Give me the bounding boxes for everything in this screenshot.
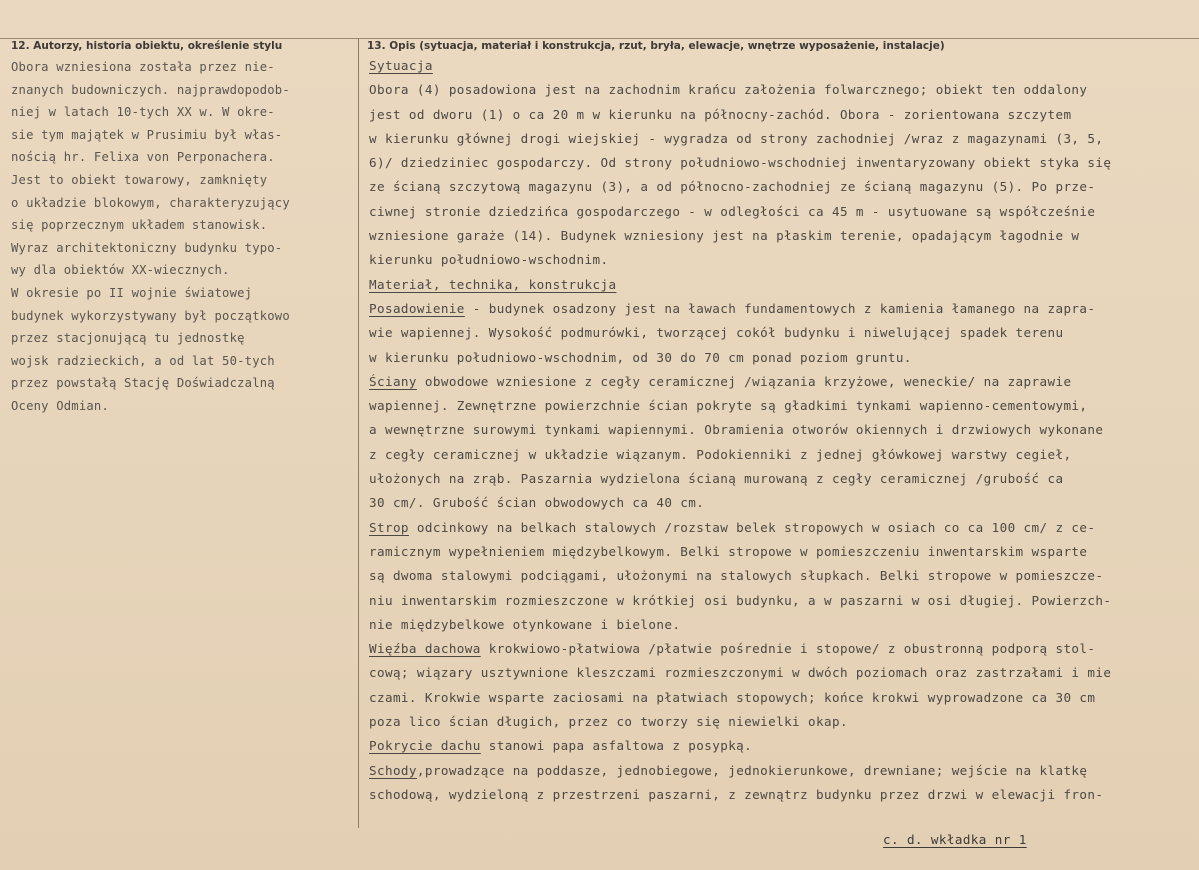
body-text: wzniesione garaże (14). Budynek wzniesiony jest na płaskim terenie, opadającym łagodnie w xyxy=(369,228,1080,244)
history-line: przez stacjonującą tu jednostkę xyxy=(11,331,245,346)
description-line xyxy=(369,564,1191,588)
history-line: się poprzecznym układem stanowisk. xyxy=(11,218,268,233)
history-line: wojsk radzieckich, a od lat 50-tych xyxy=(11,353,275,368)
body-text: obwodowe wzniesione z cegły ceramicznej /wiązania krzyżowe, weneckie/ na zaprawie xyxy=(416,373,1072,389)
body-text: kierunku południowo-wschodnim. xyxy=(369,252,609,268)
description-line xyxy=(369,540,1191,564)
body-text: są dwoma stalowymi podciągami, ułożonymi na stalowych słupkach. Belki stropowe w pomieszcze- xyxy=(369,568,1104,584)
description-line xyxy=(369,54,1191,78)
history-line: nością hr. Felixa von Perponachera. xyxy=(11,150,275,165)
section-heading: Więźba dachowa xyxy=(369,641,481,657)
description-line xyxy=(369,103,1191,127)
body-text: ramicznym wypełnieniem międzybelkowym. Belki stropowe w pomieszczeniu inwentarskim wsparte xyxy=(369,543,1088,559)
description-line xyxy=(369,686,1191,710)
description-line xyxy=(369,370,1191,394)
history-line: przez powstałą Stację Doświadczalną xyxy=(11,376,275,391)
section-heading: Schody xyxy=(369,762,417,778)
body-text: wie wapiennej. Wysokość podmurówki, tworzącej cokół budynku i niwelującej spadek terenu xyxy=(369,325,1064,341)
body-text: 30 cm/. Grubość ścian obwodowych ca 40 cm. xyxy=(369,495,705,511)
history-line: Oceny Odmian. xyxy=(11,398,109,413)
description-line xyxy=(369,151,1191,175)
description-line xyxy=(369,710,1191,734)
history-line: o układzie blokowym, charakteryzujący xyxy=(11,195,290,210)
history-line: niej w latach 10-tych XX w. W okre- xyxy=(11,105,275,120)
body-text: niu inwentarskim rozmieszczone w krótkiej osi budynku, a w paszarni w osi długiej. Powierzch- xyxy=(369,592,1112,608)
description-line xyxy=(369,297,1191,321)
description-text xyxy=(369,54,1191,807)
body-text: czami. Krokwie wsparte zaciosami na płatwiach stopowych; końce krokwi wyprowadzone ca 30 cm xyxy=(369,689,1096,705)
history-line: znanych budowniczych. najprawdopodob- xyxy=(11,82,290,97)
column-divider xyxy=(358,38,359,828)
history-line: Wyraz architektoniczny budynku typo- xyxy=(11,240,283,255)
description-line xyxy=(369,273,1191,297)
description-line xyxy=(369,734,1191,758)
description-line xyxy=(369,127,1191,151)
body-text: ,prowadzące na poddasze, jednobiegowe, jednokierunkowe, drewniane; wejście na klatkę xyxy=(416,762,1088,778)
right-column-header: 13. Opis (sytuacja, materiał i konstrukcja, rzut, bryła, elewacje, wnętrze wyposażenie, instalacje) xyxy=(367,40,945,52)
continuation-note: c. d. wkładka nr 1 xyxy=(883,832,1027,847)
body-text: a wewnętrzne surowymi tynkami wapiennymi. Obramienia otworów okiennych i drzwiowych wykonane xyxy=(369,422,1104,438)
body-text: - budynek osadzony jest na ławach fundamentowych z kamienia łamanego na zapra- xyxy=(464,300,1096,316)
description-line xyxy=(369,248,1191,272)
history-line: budynek wykorzystywany był początkowo xyxy=(11,308,290,323)
description-line xyxy=(369,443,1191,467)
description-line xyxy=(369,759,1191,783)
description-line xyxy=(369,175,1191,199)
body-text: poza lico ścian długich, przez co tworzy się niewielki okap. xyxy=(369,714,848,730)
body-text: ze ścianą szczytową magazynu (3), a od północno-zachodniej ze ścianą magazynu (5). Po prze- xyxy=(369,179,1096,195)
body-text: 6)/ dziedziniec gospodarczy. Od strony południowo-wschodniej inwentaryzowany obiekt styka się xyxy=(369,155,1112,171)
body-text: cową; wiązary usztywnione kleszczami rozmieszczonymi w dwóch poziomach oraz zastrzałami i mie xyxy=(369,665,1112,681)
section-heading: Ściany xyxy=(369,373,417,389)
description-line xyxy=(369,783,1191,807)
section-heading: Strop xyxy=(369,519,409,535)
history-line: Obora wzniesiona została przez nie- xyxy=(11,60,275,74)
history-line: sie tym majątek w Prusimiu był włas- xyxy=(11,127,283,142)
body-text: z cegły ceramicznej w układzie wiązanym. Podokienniki z jednej główkowej warstwy cegieł, xyxy=(369,446,1072,462)
header-rule xyxy=(0,38,1199,39)
description-line xyxy=(369,224,1191,248)
description-line xyxy=(369,613,1191,637)
section-heading: Posadowienie xyxy=(369,300,465,316)
description-line xyxy=(369,78,1191,102)
body-text: ułożonych na zrąb. Paszarnia wydzielona ścianą murowaną z cegły ceramicznej /grubość ca xyxy=(369,471,1064,487)
description-line xyxy=(369,418,1191,442)
body-text: w kierunku południowo-wschodnim, od 30 do 70 cm ponad poziom gruntu. xyxy=(369,349,912,365)
description-line xyxy=(369,321,1191,345)
description-line xyxy=(369,346,1191,370)
body-text: w kierunku głównej drogi wiejskiej - wygradza od strony zachodniej /wraz z magazynami (3, 5, xyxy=(369,130,1104,146)
section-heading: Pokrycie dachu xyxy=(369,738,481,754)
body-text: nie międzybelkowe otynkowane i bielone. xyxy=(369,616,681,632)
left-column-header: 12. Autorzy, historia obiektu, określenie stylu xyxy=(11,40,283,52)
history-line: Jest to obiekt towarowy, zamknięty xyxy=(11,172,268,187)
description-line xyxy=(369,637,1191,661)
body-text: jest od dworu (1) o ca 20 m w kierunku na północny-zachód. Obora - zorientowana szczytem xyxy=(369,106,1072,122)
body-text: wapiennej. Zewnętrzne powierzchnie ścian pokryte są gładkimi tynkami wapienno-cementowymi, xyxy=(369,398,1088,414)
body-text: krokwiowo-płatwiowa /płatwie pośrednie i stopowe/ z obustronną podporą stol- xyxy=(480,641,1096,657)
history-line: W okresie po II wojnie światowej xyxy=(11,285,253,300)
description-line xyxy=(369,467,1191,491)
body-text: schodową, wydzieloną z przestrzeni paszarni, z zewnątrz budynku przez drzwi w elewacji fron- xyxy=(369,786,1104,802)
body-text: odcinkowy na belkach stalowych /rozstaw belek stropowych w osiach co ca 100 cm/ z ce- xyxy=(408,519,1096,535)
body-text: stanowi papa asfaltowa z posypką. xyxy=(480,738,753,754)
description-line xyxy=(369,661,1191,685)
description-line xyxy=(369,394,1191,418)
description-line xyxy=(369,491,1191,515)
description-line xyxy=(369,516,1191,540)
description-line xyxy=(369,200,1191,224)
section-heading: Materiał, technika, konstrukcja xyxy=(369,276,617,292)
body-text: ciwnej stronie dziedzińca gospodarczego - w odległości ca 45 m - usytuowane są współcześnie xyxy=(369,203,1096,219)
description-line xyxy=(369,589,1191,613)
section-heading: Sytuacja xyxy=(369,58,433,73)
body-text: Obora (4) posadowiona jest na zachodnim krańcu założenia folwarcznego; obiekt ten oddalony xyxy=(369,82,1088,98)
history-line: wy dla obiektów XX-wiecznych. xyxy=(11,263,230,278)
history-text xyxy=(11,56,357,418)
